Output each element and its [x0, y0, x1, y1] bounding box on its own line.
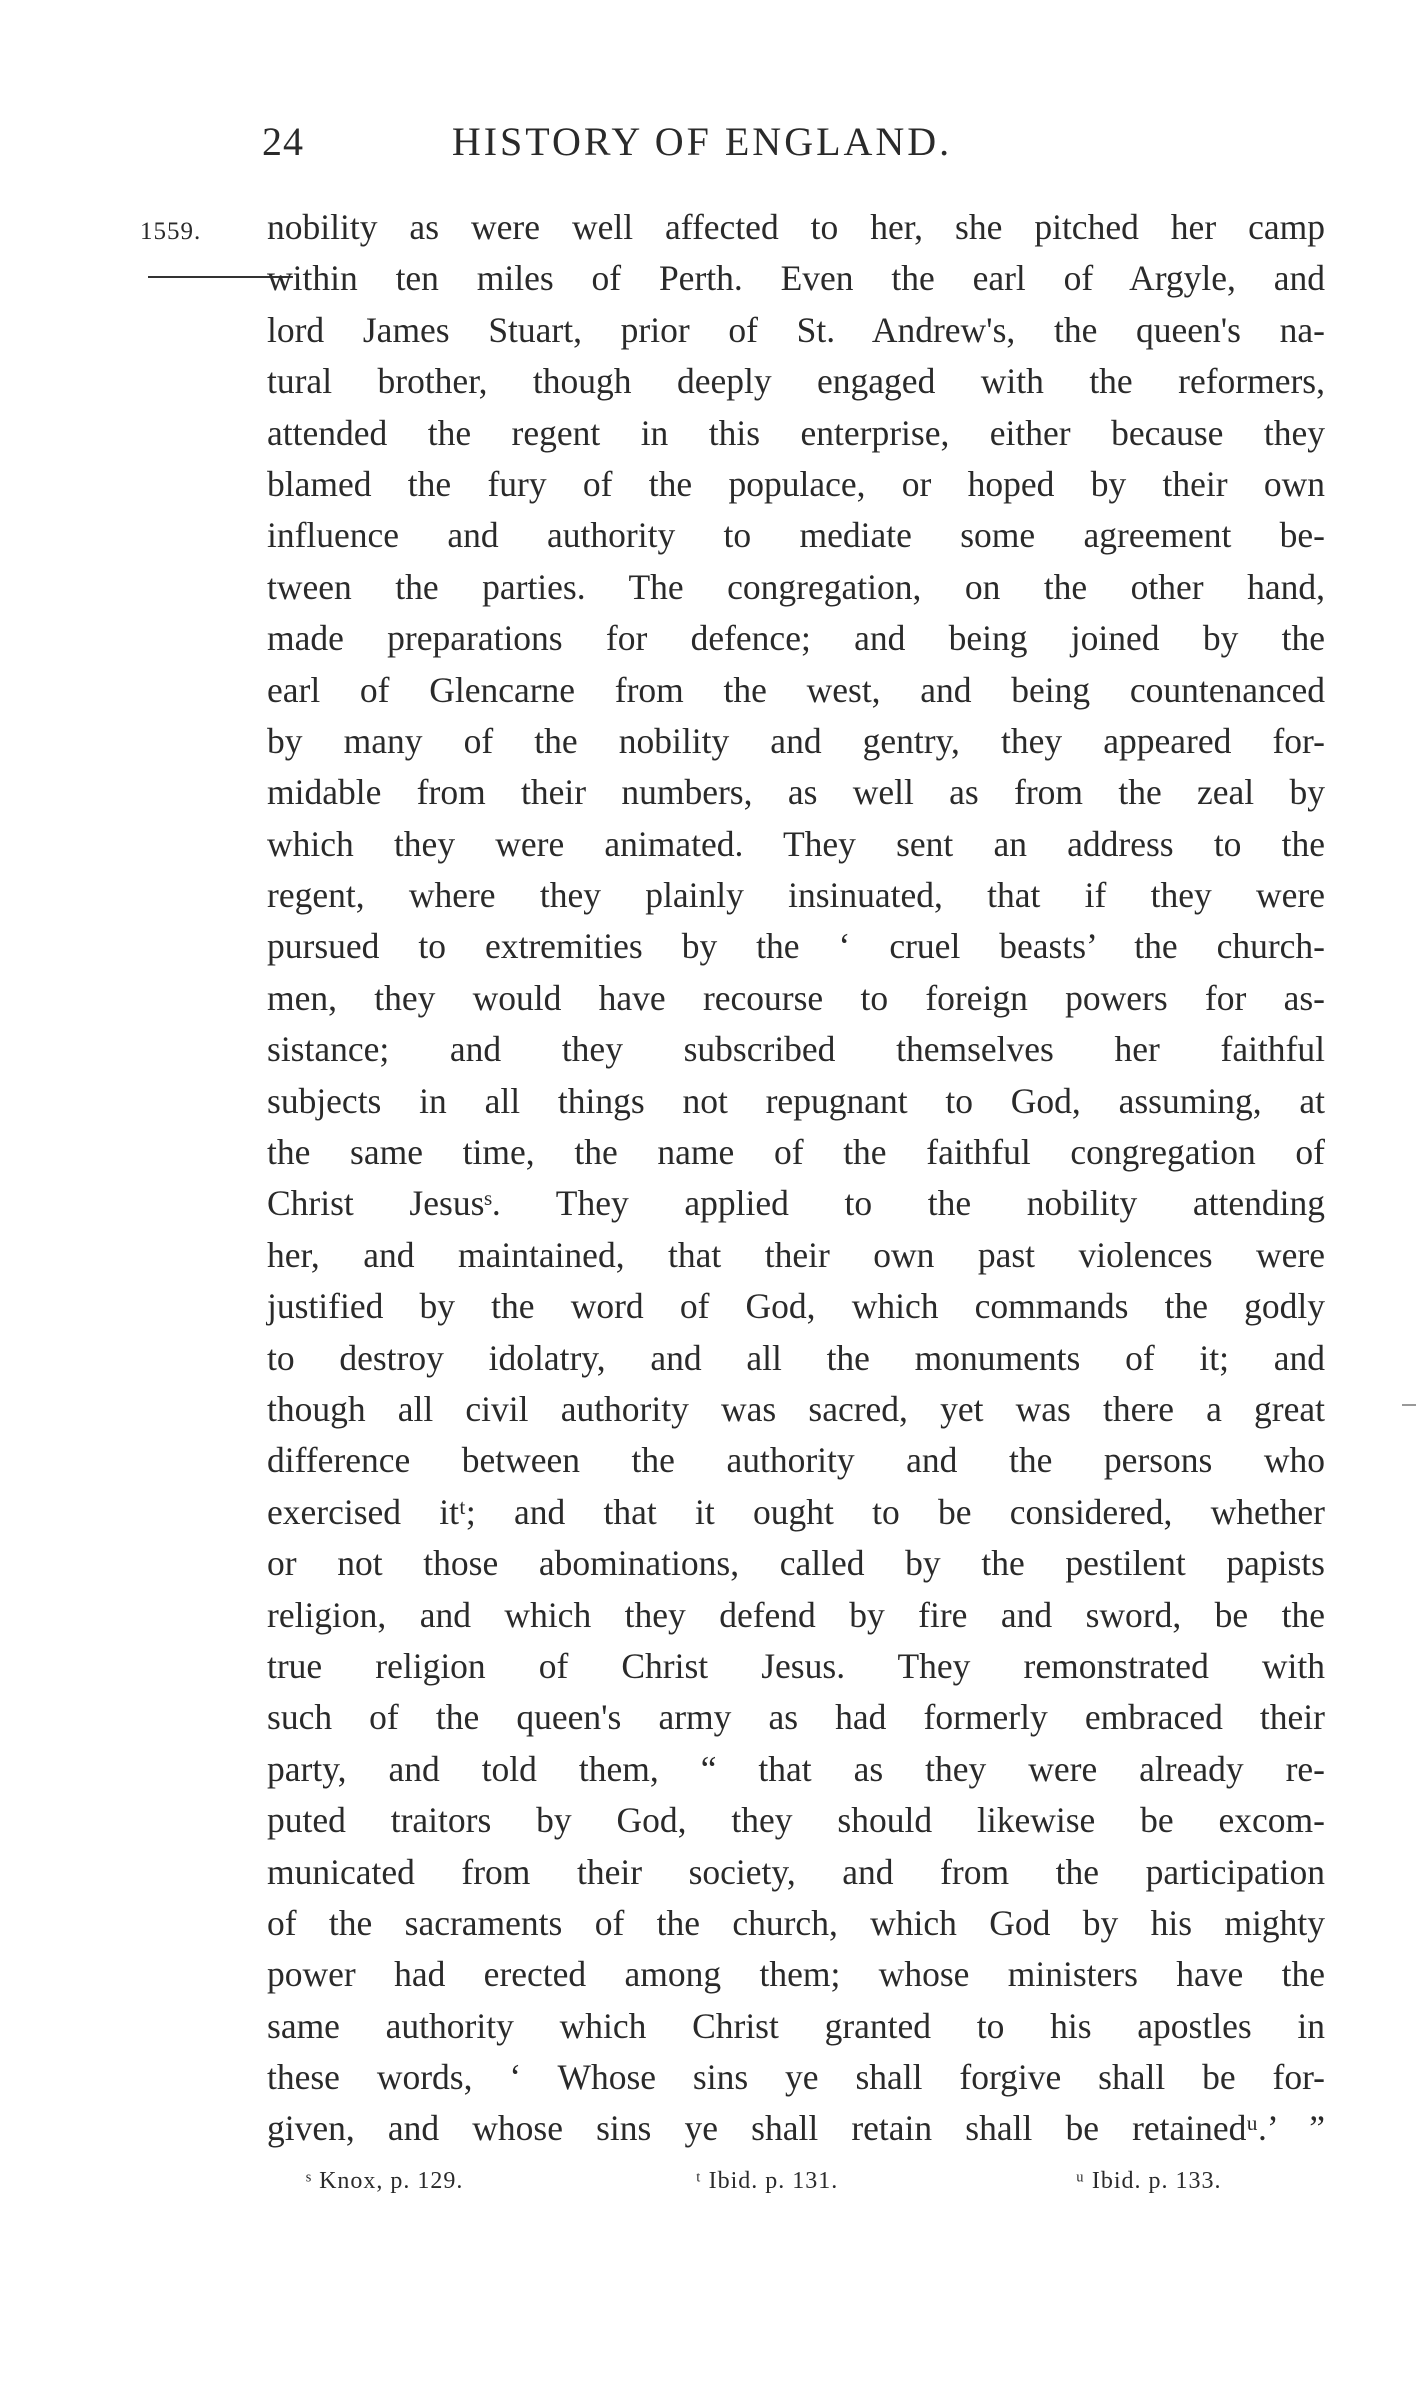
- page-number: 24: [262, 119, 304, 164]
- text-line: sistance; and they subscribed themselves her faithful: [267, 1029, 1325, 1070]
- text-line: blamed the fury of the populace, or hoped by their own: [267, 463, 1325, 504]
- text-line: her, and maintained, that their own past violences were: [267, 1234, 1325, 1275]
- text-line: Christ Jesusˢ. They applied to the nobility attending: [267, 1183, 1325, 1224]
- text-line: tural brother, though deeply engaged with the reformers,: [267, 361, 1325, 402]
- margin-year: 1559.: [140, 218, 202, 245]
- text-line: men, they would have recourse to foreign powers for as-: [267, 977, 1325, 1018]
- text-line: earl of Glencarne from the west, and being countenanced: [267, 669, 1325, 710]
- text-line: power had erected among them; whose ministers have the: [267, 1954, 1325, 1995]
- text-line: attended the regent in this enterprise, either because they: [267, 412, 1325, 453]
- text-line: pursued to extremities by the ‘ cruel beasts’ the church-: [267, 926, 1325, 967]
- footnote: ˢ Knox, p. 129.: [306, 2168, 464, 2194]
- text-line: party, and told them, “ that as they were already re-: [267, 1748, 1325, 1789]
- footnote: ᵗ Ibid. p. 131.: [696, 2168, 839, 2194]
- text-line: or not those abominations, called by the pestilent papists: [267, 1543, 1325, 1584]
- text-line: regent, where they plainly insinuated, that if they were: [267, 875, 1325, 916]
- text-line: the same time, the name of the faithful congregation of: [267, 1132, 1325, 1173]
- text-line: made preparations for defence; and being joined by the: [267, 618, 1325, 659]
- text-line: municated from their society, and from the participation: [267, 1851, 1325, 1892]
- text-line: though all civil authority was sacred, yet was there a great: [267, 1388, 1325, 1429]
- stray-ink-mark: [1402, 1404, 1416, 1406]
- running-title: HISTORY OF ENGLAND.: [451, 119, 953, 164]
- text-line: subjects in all things not repugnant to God, assuming, at: [267, 1080, 1325, 1121]
- text-line: influence and authority to mediate some agreement be-: [267, 515, 1325, 556]
- footnotes: [306, 2168, 1306, 2204]
- footnote: ᵘ Ibid. p. 133.: [1076, 2168, 1222, 2194]
- text-line: given, and whose sins ye shall retain shall be retainedᵘ.’ ”: [267, 2108, 1325, 2149]
- text-line: true religion of Christ Jesus. They remonstrated with: [267, 1645, 1325, 1686]
- page-header: [262, 118, 1142, 170]
- text-line: of the sacraments of the church, which God by his mighty: [267, 1902, 1325, 1943]
- text-line: by many of the nobility and gentry, they appeared for-: [267, 720, 1325, 761]
- text-line: justified by the word of God, which commands the godly: [267, 1286, 1325, 1327]
- text-line: lord James Stuart, prior of St. Andrew's, the queen's na-: [267, 309, 1325, 350]
- text-line: difference between the authority and the persons who: [267, 1440, 1325, 1481]
- text-line: these words, ‘ Whose sins ye shall forgive shall be for-: [267, 2057, 1325, 2098]
- text-line: nobility as were well affected to her, she pitched her camp: [267, 207, 1325, 247]
- text-line: such of the queen's army as had formerly embraced their: [267, 1697, 1325, 1738]
- text-line: which they were animated. They sent an address to the: [267, 823, 1325, 864]
- text-line: religion, and which they defend by fire and sword, be the: [267, 1594, 1325, 1635]
- text-line: to destroy idolatry, and all the monuments of it; and: [267, 1337, 1325, 1378]
- text-line: tween the parties. The congregation, on the other hand,: [267, 566, 1325, 607]
- text-line: exercised itᵗ; and that it ought to be considered, whether: [267, 1491, 1325, 1532]
- text-line: puted traitors by God, they should likewise be excom-: [267, 1800, 1325, 1841]
- text-line: same authority which Christ granted to his apostles in: [267, 2005, 1325, 2046]
- body-text: [267, 202, 1325, 2155]
- text-line: midable from their numbers, as well as from the zeal by: [267, 772, 1325, 813]
- text-line: within ten miles of Perth. Even the earl of Argyle, and: [267, 258, 1325, 299]
